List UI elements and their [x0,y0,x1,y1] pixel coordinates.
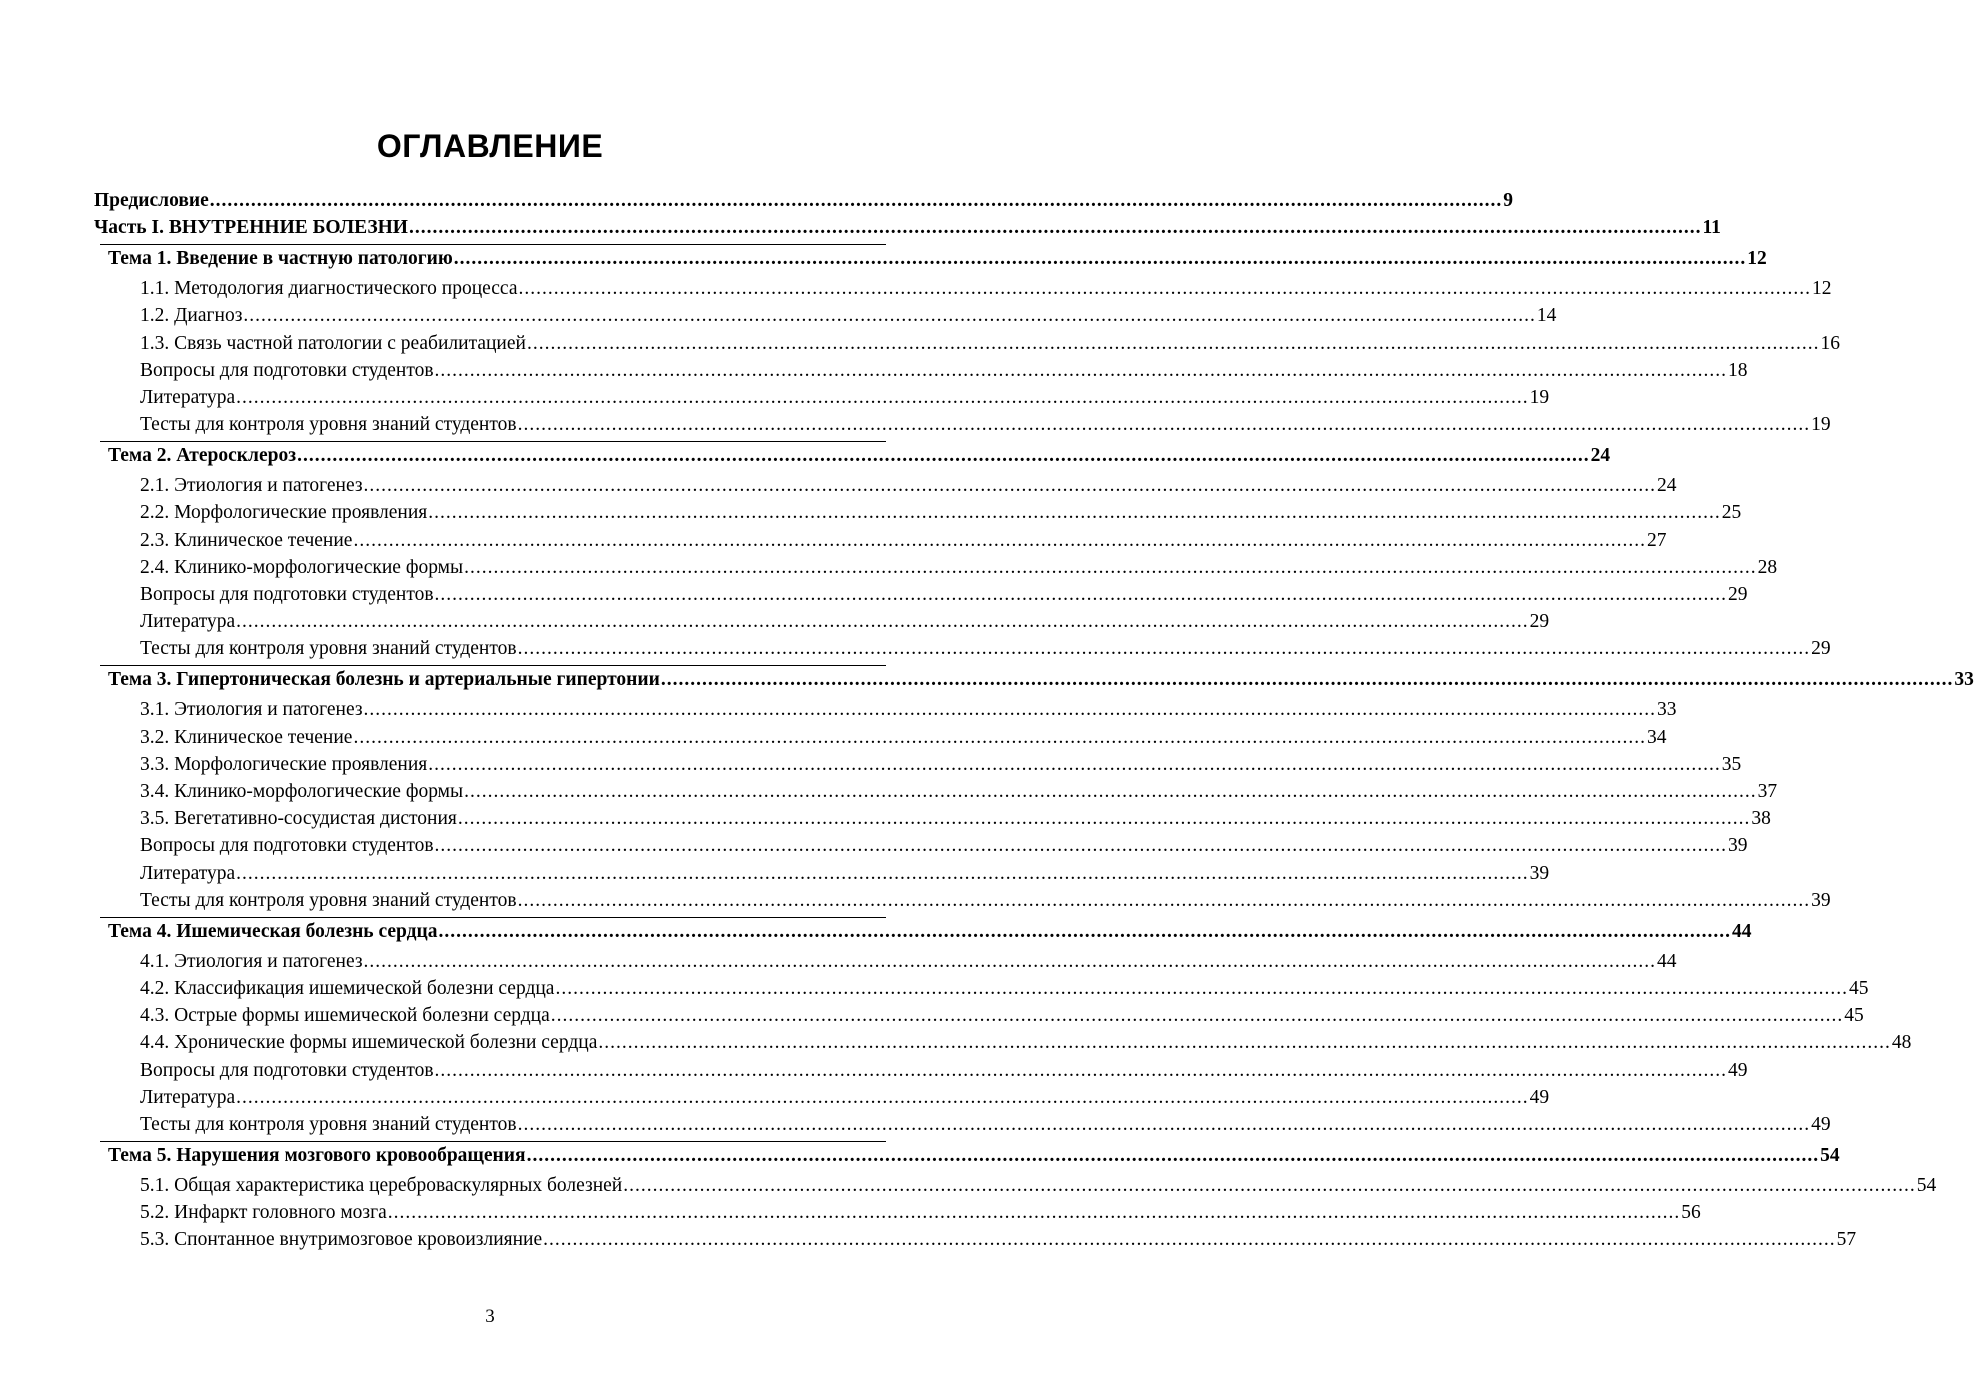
toc-entry-title: Тесты для контроля уровня знаний студентов [140,414,517,436]
toc-entry-page: 38 [1751,808,1771,830]
toc-entry [140,584,1748,610]
toc-entry-page: 29 [1529,611,1550,633]
toc-entry-title: 3.3. Морфологические проявления [140,753,428,775]
toc-leader-dots: ............................................................................................................................................................................................................................ [236,862,1529,884]
toc-entry-page: 54 [1916,1175,1937,1196]
toc-entry [140,529,1667,556]
toc-entry [140,305,1557,331]
toc-entry [140,699,1677,725]
toc-entry [140,414,1831,440]
toc-entry-page: 48 [1891,1032,1912,1054]
toc-leader-dots: ............................................................................................................................................................................................................................ [434,1059,1728,1081]
toc-entry-page: 39 [1811,889,1831,911]
toc-entry-title: 3.2. Клиническое течение [140,726,353,748]
toc-entry [140,1059,1748,1086]
toc-entry-page: 19 [1811,414,1831,436]
toc-leader-dots: ............................................................................................................................................................................................................................ [517,889,1811,911]
toc-entry-page: 34 [1646,726,1667,748]
toc-entry [140,387,1550,413]
toc-entry-title: Тема 5. Нарушения мозгового кровообращения [108,1145,526,1166]
toc-entry-title: Тесты для контроля уровня знаний студентов [140,638,517,660]
toc-leader-dots: ............................................................................................................................................................................................................................ [428,502,1721,524]
toc-leader-dots: ............................................................................................................................................................................................................................ [353,726,1646,748]
toc-entry-page: 39 [1728,835,1748,857]
toc-entry-title: Тема 2. Атеросклероз [108,445,297,467]
toc-entry-page: 16 [1820,332,1840,354]
toc-entry-page: 54 [1820,1145,1840,1166]
toc-topic [108,1145,1840,1171]
toc-entry-page: 44 [1731,920,1752,942]
toc-entry-page: 39 [1529,862,1550,884]
toc-leader-dots: ............................................................................................................................................................................................................................ [517,414,1811,436]
toc-entry [140,950,1677,977]
toc-part [94,190,1514,216]
toc-topic [108,669,1974,695]
toc-entry [140,1032,1912,1058]
toc-leader-dots: ............................................................................................................................................................................................................................ [660,669,1954,691]
topic-separator-line [100,917,886,918]
toc-entry-page: 28 [1757,556,1778,578]
toc-part [94,217,1721,243]
toc-entry-page: 25 [1721,502,1742,524]
toc-entry-title: Вопросы для подготовки студентов [140,1059,434,1081]
toc-entry-page: 35 [1721,753,1742,775]
toc-leader-dots: ............................................................................................................................................................................................................................ [236,611,1529,633]
toc-entry [140,978,1869,1004]
toc-entry-page: 49 [1811,1114,1831,1135]
toc-entry-title: Тема 3. Гипертоническая болезнь и артериальные гипертонии [108,669,660,691]
toc-entry [140,502,1742,528]
toc-leader-dots: ............................................................................................................................................................................................................................ [464,556,1757,578]
toc-topic [108,920,1752,947]
toc-entry-page: 14 [1536,305,1557,327]
toc-entry-title: Литература [140,611,236,633]
toc-leader-dots: ............................................................................................................................................................................................................................ [434,584,1728,605]
toc-leader-dots: ............................................................................................................................................................................................................................ [464,781,1757,802]
toc-leader-dots: ............................................................................................................................................................................................................................ [543,1229,1836,1251]
toc-entry-title: Часть I. ВНУТРЕННИЕ БОЛЕЗНИ [94,217,408,239]
toc-leader-dots: ............................................................................................................................................................................................................................ [517,638,1811,660]
toc-leader-dots: ............................................................................................................................................................................................................................ [453,248,1747,270]
toc-leader-dots: ............................................................................................................................................................................................................................ [526,332,1820,354]
toc-topic [108,445,1611,471]
toc-entry-title: Литература [140,1086,236,1108]
topic-separator-line [100,665,886,666]
toc-entry-page: 9 [1503,190,1514,211]
toc-leader-dots: ............................................................................................................................................................................................................................ [550,1005,1844,1027]
toc-leader-dots: ............................................................................................................................................................................................................................ [363,699,1657,721]
toc-entry-title: Литература [140,387,236,408]
toc-entry [140,753,1742,780]
toc-entry [140,278,1832,304]
toc-entry [140,611,1550,637]
toc-leader-dots: ............................................................................................................................................................................................................................ [434,359,1728,381]
toc-leader-dots: ............................................................................................................................................................................................................................ [353,529,1646,551]
toc-entry-title: 4.4. Хронические формы ишемической болезни сердца [140,1032,598,1054]
toc-entry-page: 49 [1728,1059,1748,1081]
toc-entry-title: 4.3. Острые формы ишемической болезни сердца [140,1005,550,1027]
toc-leader-dots: ............................................................................................................................................................................................................................ [363,950,1657,972]
toc-entry-title: 5.2. Инфаркт головного мозга [140,1202,387,1224]
toc-entry-title: Вопросы для подготовки студентов [140,584,434,605]
toc-entry-page: 33 [1657,699,1677,721]
toc-leader-dots: ............................................................................................................................................................................................................................ [236,387,1529,408]
toc-leader-dots: ............................................................................................................................................................................................................................ [428,753,1721,775]
page-title: ОГЛАВЛЕНИЕ [376,128,604,164]
toc-entry [140,1229,1857,1255]
toc-entry-title: 1.1. Методология диагностического процесса [140,278,518,300]
toc-entry [140,862,1550,889]
toc-entry-page: 56 [1681,1202,1701,1224]
toc-entry [140,475,1677,501]
toc-entry-page: 24 [1657,475,1677,497]
toc-entry-title: 4.1. Этиология и патогенез [140,950,363,972]
toc-entry-page: 44 [1657,950,1677,972]
toc-entry-title: Тесты для контроля уровня знаний студентов [140,889,517,911]
toc-entry [140,556,1778,583]
toc-entry-page: 29 [1728,584,1748,605]
toc-entry [140,1005,1864,1031]
toc-leader-dots: ............................................................................................................................................................................................................................ [363,475,1657,497]
toc-entry-title: 1.2. Диагноз [140,305,243,327]
topic-separator-line [100,1141,886,1142]
toc-entry [140,359,1748,386]
toc-entry-title: 3.5. Вегетативно-сосудистая дистония [140,808,457,830]
toc-leader-dots: ............................................................................................................................................................................................................................ [517,1114,1811,1135]
toc-entry-title: 3.4. Клинико-морфологические формы [140,781,464,802]
toc-entry-title: 2.4. Клинико-морфологические формы [140,556,464,578]
toc-entry-title: Тесты для контроля уровня знаний студентов [140,1114,517,1135]
toc-entry-page: 19 [1529,387,1550,408]
toc-entry-title: 3.1. Этиология и патогенез [140,699,363,721]
toc-leader-dots: ............................................................................................................................................................................................................................ [598,1032,1891,1054]
toc-entry-page: 45 [1844,1005,1864,1027]
toc-entry-page: 57 [1836,1229,1857,1251]
toc-leader-dots: ............................................................................................................................................................................................................................ [457,808,1751,830]
toc-entry [140,1114,1831,1140]
toc-leader-dots: ............................................................................................................................................................................................................................ [526,1145,1820,1166]
toc-leader-dots: ............................................................................................................................................................................................................................ [438,920,1731,942]
toc-entry-page: 27 [1646,529,1667,551]
toc-leader-dots: ............................................................................................................................................................................................................................ [623,1175,1916,1196]
toc-entry-page: 37 [1757,781,1778,802]
toc-entry [140,638,1831,664]
toc-leader-dots: ............................................................................................................................................................................................................................ [434,835,1728,857]
toc-entry [140,726,1667,753]
toc-entry-title: 5.3. Спонтанное внутримозговое кровоизлияние [140,1229,543,1251]
toc-entry-title: 2.1. Этиология и патогенез [140,475,363,497]
toc-entry-page: 33 [1954,669,1974,691]
toc-entry-title: Предисловие [94,190,209,211]
toc-entry [140,808,1771,834]
toc-leader-dots: ............................................................................................................................................................................................................................ [408,217,1702,239]
toc-entry-page: 12 [1747,248,1767,270]
toc-entry-title: 1.3. Связь частной патологии с реабилитацией [140,332,526,354]
toc-entry [140,781,1778,807]
toc-entry-title: 5.1. Общая характеристика цереброваскулярных болезней [140,1175,623,1196]
toc-entry-title: 2.2. Морфологические проявления [140,502,428,524]
toc-entry-title: Тема 4. Ишемическая болезнь сердца [108,920,438,942]
toc-entry-page: 11 [1702,217,1721,239]
topic-separator-line [100,441,886,442]
toc-entry-page: 29 [1811,638,1831,660]
toc-leader-dots: ............................................................................................................................................................................................................................ [236,1086,1529,1108]
toc-leader-dots: ............................................................................................................................................................................................................................ [518,278,1811,300]
toc-entry-page: 12 [1811,278,1832,300]
topic-separator-line [100,244,886,245]
toc-leader-dots: ............................................................................................................................................................................................................................ [209,190,1503,211]
toc-entry-title: Вопросы для подготовки студентов [140,835,434,857]
toc-entry [140,889,1831,916]
toc-entry [140,1175,1937,1201]
toc-entry-title: Вопросы для подготовки студентов [140,359,434,381]
toc-entry [140,1086,1550,1113]
toc-leader-dots: ............................................................................................................................................................................................................................ [387,1202,1681,1224]
toc-entry [140,1202,1701,1228]
toc-entry-page: 24 [1590,445,1611,467]
toc-leader-dots: ............................................................................................................................................................................................................................ [555,978,1848,999]
toc-leader-dots: ............................................................................................................................................................................................................................ [243,305,1536,327]
toc-entry-page: 49 [1529,1086,1550,1108]
toc-entry-page: 45 [1848,978,1869,999]
toc-entry-title: Тема 1. Введение в частную патологию [108,248,453,270]
toc-topic [108,248,1767,274]
toc-entry [140,835,1748,861]
toc-entry-page: 18 [1728,359,1748,381]
toc-entry-title: Литература [140,862,236,884]
toc-entry [140,332,1840,359]
toc-entry-title: 2.3. Клиническое течение [140,529,353,551]
page-number: 3 [485,1306,495,1327]
toc-leader-dots: ............................................................................................................................................................................................................................ [297,445,1590,467]
toc-entry-title: 4.2. Классификация ишемической болезни сердца [140,978,555,999]
